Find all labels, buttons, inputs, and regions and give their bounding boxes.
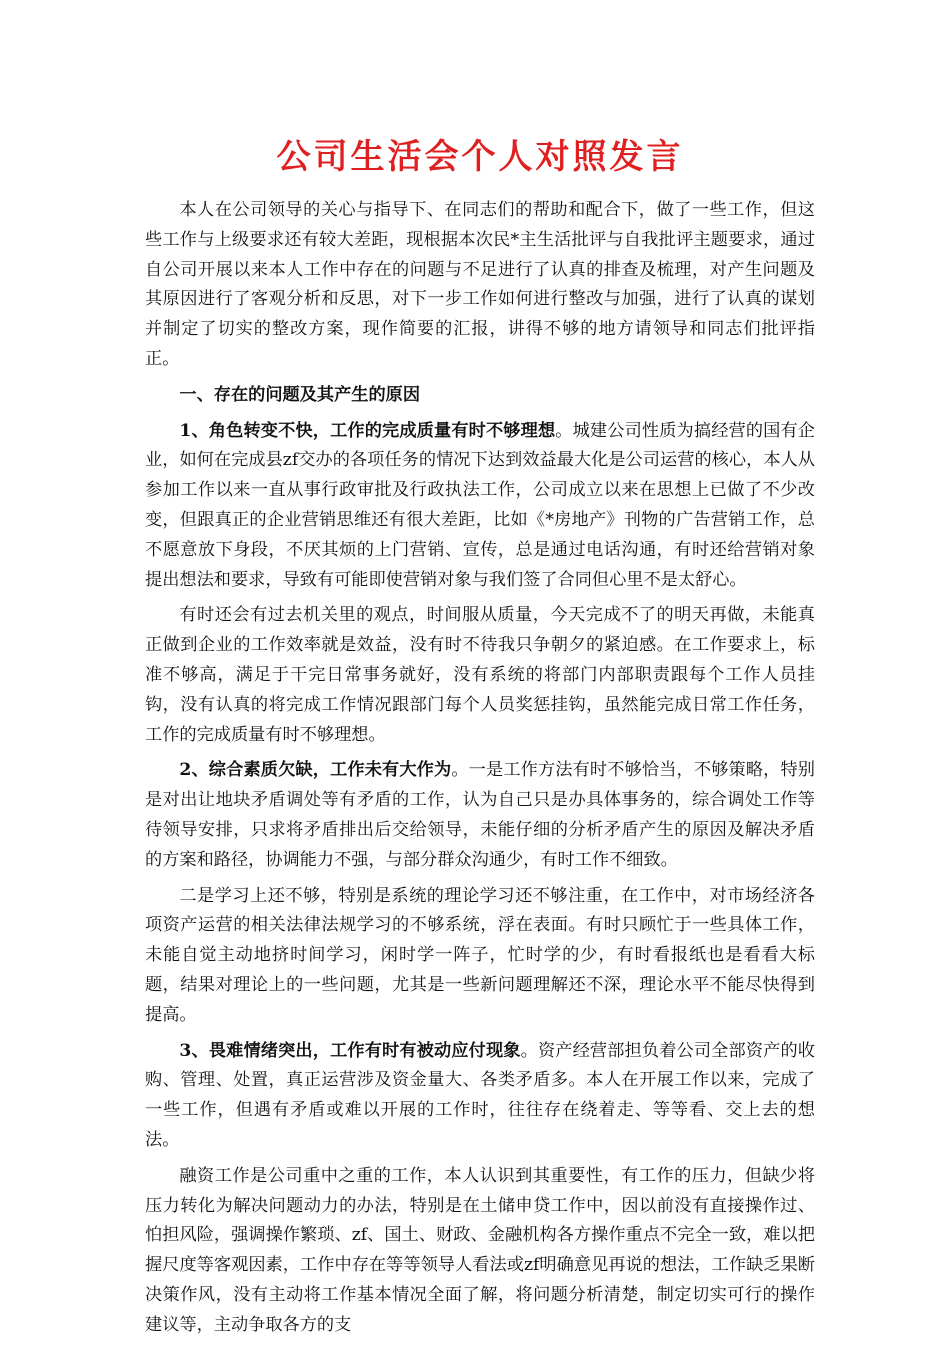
paragraph-4: 二是学习上还不够，特别是系统的理论学习还不够注重，在工作中，对市场经济各项资产运营的相关法律法规学习的不够系统，浮在表面。有时只顾忙于一些具体工作，未能自觉主动地挤时间学习，闲时学一阵子，忙时学的少，有时看报纸也是看看大标题，结果对理论上的一些问题，尤其是一些新问题理解还不深，理论水平不能尽快得到提高。 [145, 885, 815, 1025]
point-3-body: 。资产经营部担负着公司全部资产的收购、管理、处置，真正运营涉及资金量大、各类矛盾多。本人在开展工作以来，完成了一些工作，但遇有矛盾或难以开展的工作时，往往存在绕着走、等等看、交上去的想法。 [145, 1040, 815, 1150]
point-1-heading: 1、角色转变不快，工作的完成质量有时不够理想 [179, 420, 556, 441]
document-title: 公司生活会个人对照发言 [276, 137, 684, 177]
point-1-body: 。城建公司性质为搞经营的国有企业，如何在完成县zf交办的各项任务的情况下达到效益最大化是公司运营的核心，本人从参加工作以来一直从事行政审批及行政执法工作，公司成立以来在思想上已做了不少改变，但跟真正的企业营销思维还有很大差距，比如《*房地产》刊物的广告营销工作，总不愿意放下身段，不厌其烦的上门营销、宣传，总是通过电话沟通，有时还给营销对象提出想法和要求，导致有可能即使营销对象与我们签了合同但心里不是太舒心。 [145, 420, 815, 590]
intro-paragraph: 本人在公司领导的关心与指导下、在同志们的帮助和配合下，做了一些工作，但这些工作与上级要求还有较大差距，现根据本次民*主生活批评与自我批评主题要求，通过自公司开展以来本人工作中存在的问题与不足进行了认真的排查及梳理，对产生问题及其原因进行了客观分析和反思，对下一步工作如何进行整改与加强，进行了认真的谋划并制定了切实的整改方案，现作简要的汇报，讲得不够的地方请领导和同志们批评指正。 [145, 200, 815, 369]
point-2-heading: 2、综合素质欠缺，工作未有大作为 [179, 760, 452, 781]
paragraph-6: 融资工作是公司重中之重的工作，本人认识到其重要性，有工作的压力，但缺少将压力转化为解决问题动力的办法，特别是在土储申贷工作中，因以前没有直接操作过、怕担风险，强调操作繁琐、zf、国土、财政、金融机构各方操作重点不完全一致，难以把握尺度等客观因素，工作中存在等等领导人看法或zf明确意见再说的想法，工作缺乏果断决策作风，没有主动将工作基本情况全面了解，将问题分析清楚，制定切实可行的操作建议等，主动争取各方的支 [145, 1165, 815, 1335]
paragraph-5 [145, 1037, 815, 1156]
point-3-heading: 3、畏难情绪突出，工作有时有被动应付现象 [179, 1040, 521, 1061]
section-heading-1: 一、存在的问题及其产生的原因 [179, 384, 421, 405]
paragraph-3 [145, 756, 815, 875]
paragraph-1 [145, 417, 815, 596]
paragraph-2: 有时还会有过去机关里的观点，时间服从质量，今天完成不了的明天再做，未能真正做到企业的工作效率就是效益，没有时不待我只争朝夕的紧迫感。在工作要求上，标准不够高，满足于干完日常事务就好，没有系统的将部门内部职责跟每个工作人员挂钩，没有认真的将完成工作情况跟部门每个人员奖惩挂钩，虽然能完成日常工作任务，工作的完成质量有时不够理想。 [145, 605, 815, 745]
point-2-body: 。一是工作方法有时不够恰当，不够策略，特别是对出让地块矛盾调处等有矛盾的工作，认为自己只是办具体事务的，综合调处工作等待领导安排，只求将矛盾排出后交给领导，未能仔细的分析矛盾产生的原因及解决矛盾的方案和路径，协调能力不强，与部分群众沟通少，有时工作不细致。 [145, 760, 815, 870]
document-page [145, 130, 815, 1346]
